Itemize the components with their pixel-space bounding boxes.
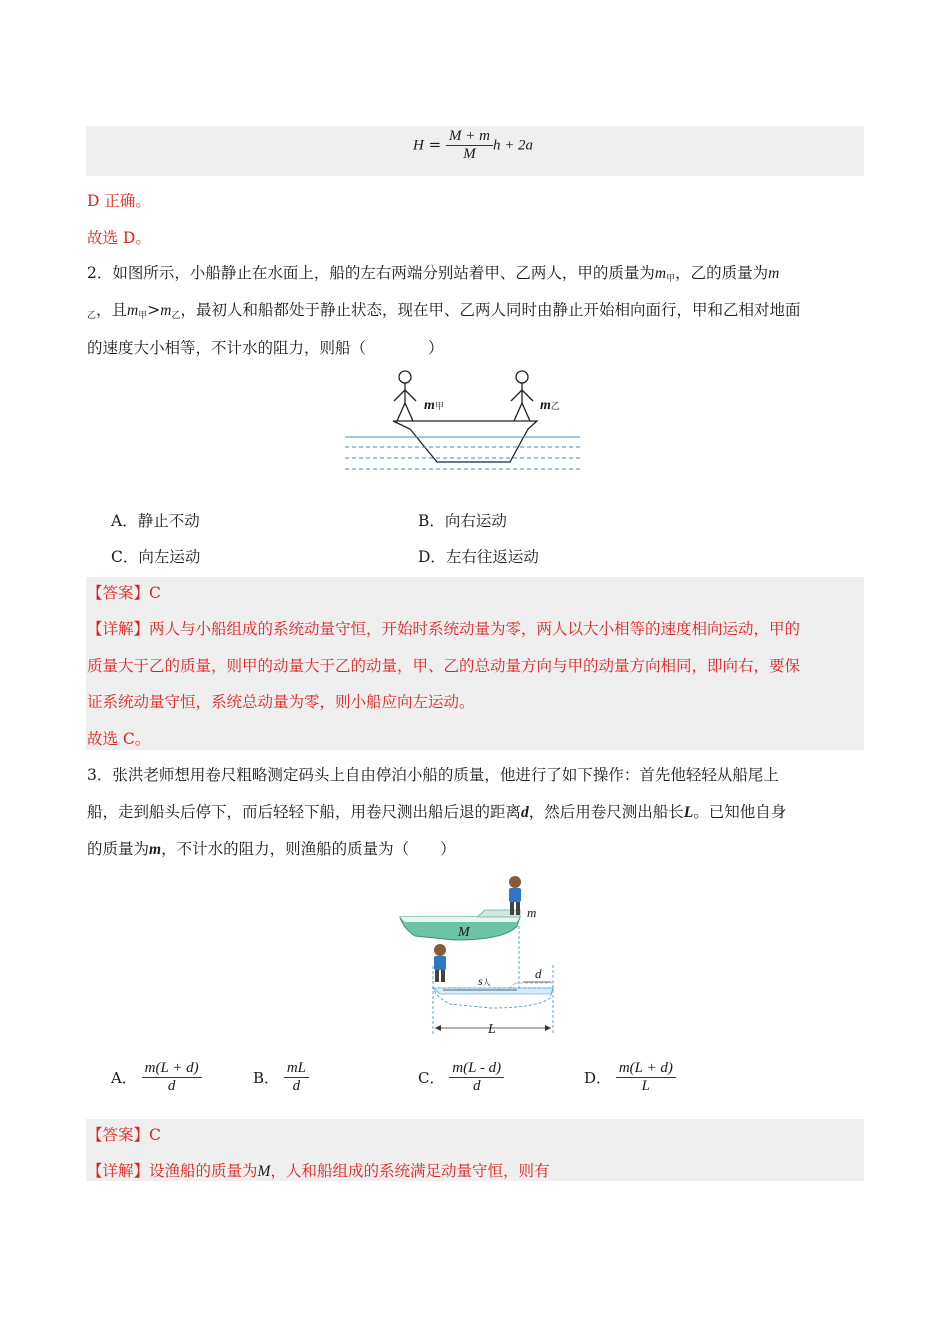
q2-answer: 【答案】C <box>87 584 161 602</box>
q3-line3: 的质量为m，不计水的阻力，则渔船的质量为（ ） <box>87 840 456 858</box>
label-m-jia: m甲 <box>424 398 444 413</box>
q2-option-b[interactable]: B．向右运动 <box>418 512 507 530</box>
q3-answer: 【答案】C <box>87 1126 161 1144</box>
fishing-boat-figure <box>395 870 570 1040</box>
q3-option-b[interactable]: B． $\frac{mL}{d}$ <box>253 1060 309 1095</box>
label-d: d <box>535 966 542 981</box>
label-L: L <box>488 1022 496 1037</box>
q2-line2: $_乙$，且$m_甲>m_乙$，最初人和船都处于静止状态，现在甲、乙两人同时由静止开始相向面行，甲和乙相对地面 <box>87 301 801 321</box>
q2-line1: 2．如图所示，小船静止在水面上，船的左右两端分别站着甲、乙两人，甲的质量为$m_甲$，乙的质量为m <box>87 264 780 284</box>
q2-detail-line1: 【详解】两人与小船组成的系统动量守恒，开始时系统动量为零，两人以大小相等的速度相向运动，甲的 <box>87 620 801 638</box>
label-m: m <box>527 905 537 920</box>
q2-option-c[interactable]: C．向左运动 <box>111 548 201 566</box>
formula: H = $\frac{M + m}{M}$ h + 2a <box>413 128 534 162</box>
q3-line2: 船，走到船头后停下，而后轻轻下船，用卷尺测出船后退的距离d，然后用卷尺测出船长L。已知他自身 <box>87 803 787 821</box>
q3-option-d[interactable]: D． $\frac{m(L + d)}{L}$ <box>584 1060 676 1095</box>
boat-figure <box>340 365 585 477</box>
label-m-yi: m乙 <box>540 398 560 413</box>
prev-answer-line1: D 正确。 <box>87 192 151 210</box>
q3-option-c[interactable]: C． $\frac{m(L - d)}{d}$ <box>418 1060 504 1095</box>
q2-option-d[interactable]: D．左右往返运动 <box>418 548 539 566</box>
q3-line1: 3．张洪老师想用卷尺粗略测定码头上自由停泊小船的质量，他进行了如下操作：首先他轻轻从船尾上 <box>87 766 779 784</box>
label-s-ren: s人 <box>478 974 491 988</box>
person-left-head <box>399 371 411 383</box>
prev-answer-line2: 故选 D。 <box>87 229 151 247</box>
person-right-head <box>516 371 528 383</box>
q2-detail-line2: 质量大于乙的质量，则甲的动量大于乙的动量，甲、乙的总动量方向与甲的动量方向相同，即向右，要保 <box>87 657 801 675</box>
formula-fraction: $\frac{M + m}{M}$ <box>446 128 493 163</box>
label-M: M <box>458 925 470 940</box>
q2-line3: 的速度大小相等，不计水的阻力，则船（ ） <box>87 339 444 357</box>
q3-detail: 【详解】设渔船的质量为M，人和船组成的系统满足动量守恒，则有 <box>87 1162 550 1180</box>
q2-conclusion: 故选 C。 <box>87 730 151 748</box>
q2-detail-line3: 证系统动量守恒，系统总动量为零，则小船应向左运动。 <box>87 693 475 711</box>
q2-option-a[interactable]: A．静止不动 <box>111 512 200 530</box>
q3-option-a[interactable]: A． $\frac{m(L + d)}{d}$ <box>111 1060 202 1095</box>
